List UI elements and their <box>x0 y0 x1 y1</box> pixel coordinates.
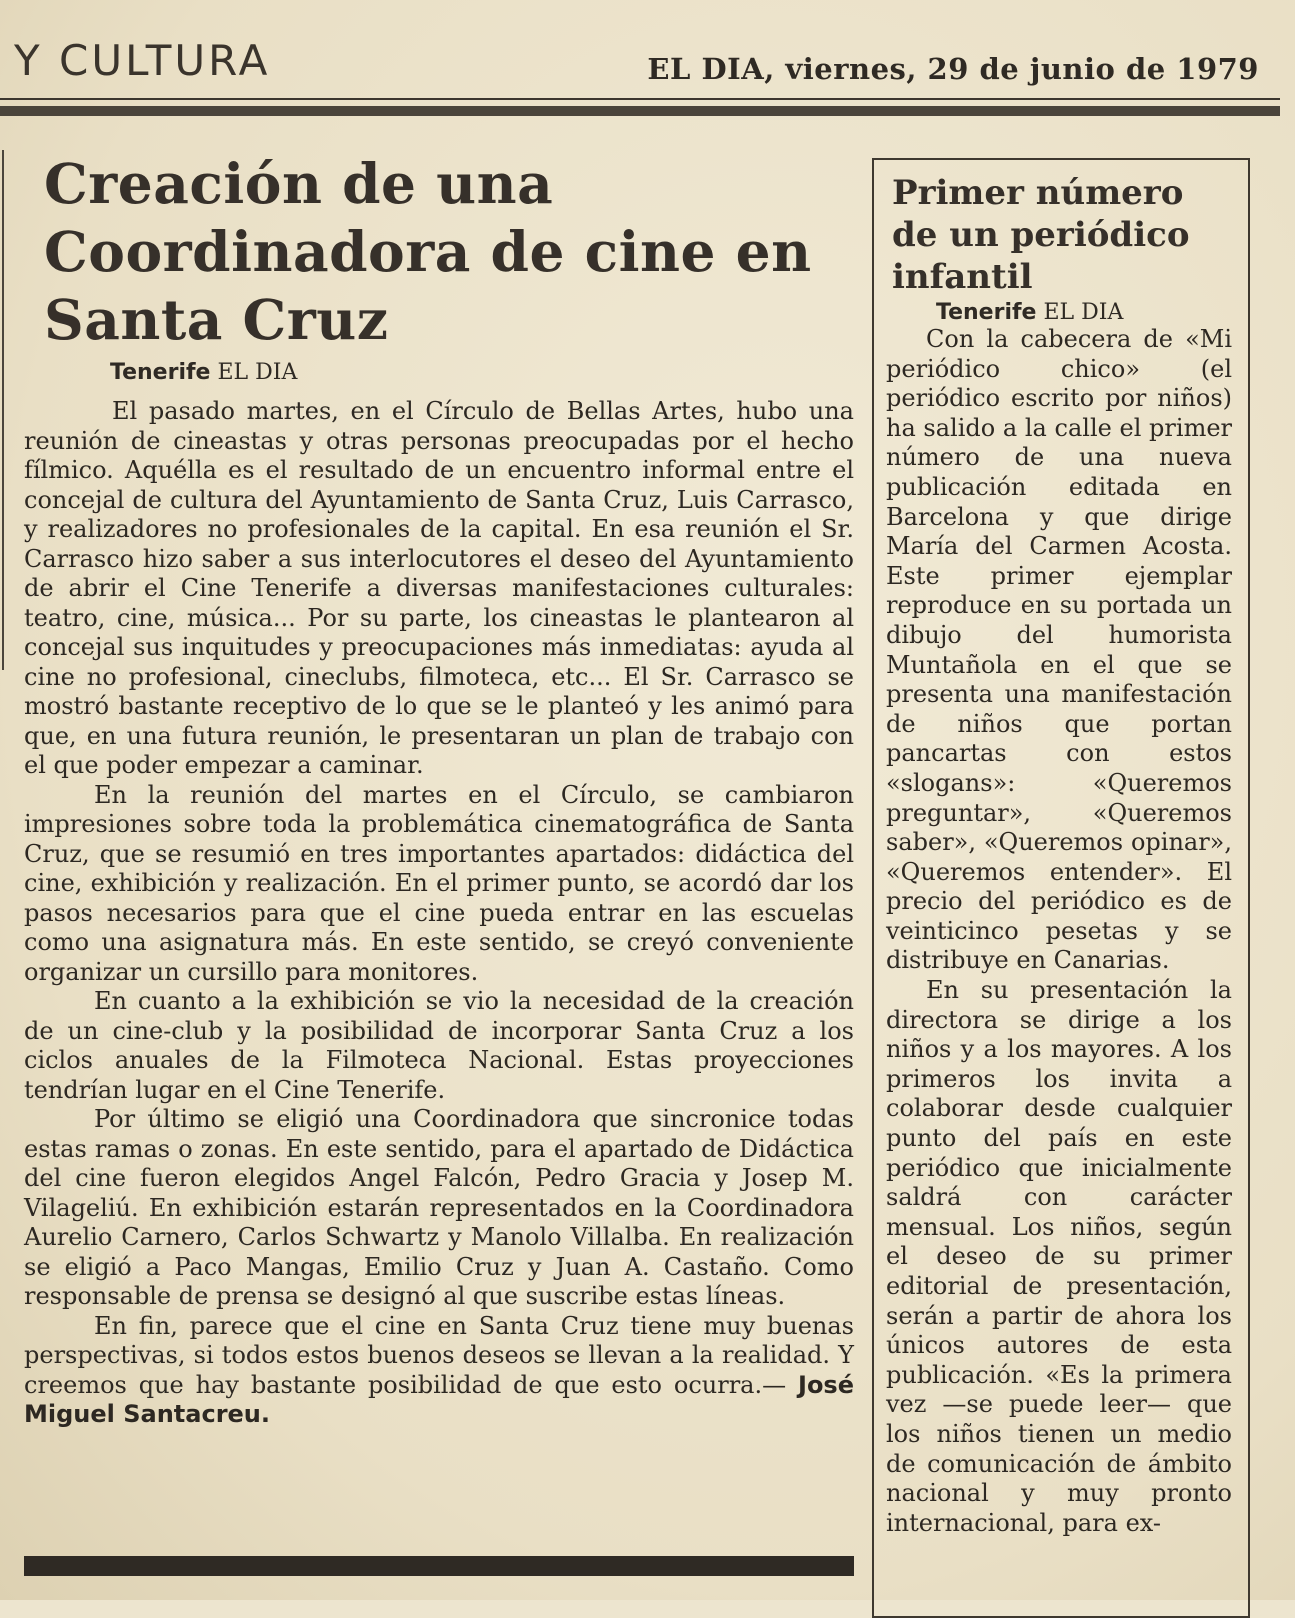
sidebar-paragraph: Con la cabecera de «Mi periódico chico» (el periódico escrito por niños) ha salido a la calle el primer número de una nueva publicación editada en Barcelona y que dirige María del Carmen Acosta. Este primer ejemplar reproduce en su portada un dibujo del humorista Muntañola en el que se presenta una manifestación de niños que portan pancartas con estos «slogans»: «Queremos preguntar», «Queremos saber», «Queremos opinar», «Queremos entender». El precio del periódico es de veinticinco pesetas y se distribuye en Canarias. <box>886 325 1232 975</box>
sidebar-headline: Primer número de un periódico infantil <box>892 173 1190 297</box>
dateline: EL DIA, viernes, 29 de junio de 1979 <box>647 52 1259 86</box>
column-edge-rule <box>2 150 4 670</box>
bottom-rule <box>24 1556 854 1576</box>
closing-text: En fin, parece que el cine en Santa Cruz tiene muy buenas perspectivas, si todos estos buenos deseos se llevan a la realidad. Y creemos que hay bastante posibilidad de que esto ocurra.— <box>24 1311 854 1399</box>
section-title: Y CULTURA <box>14 36 271 85</box>
byline-paper: EL DIA <box>217 360 298 385</box>
closing-paragraph <box>24 1312 854 1430</box>
byline-place: Tenerife <box>110 360 211 385</box>
main-byline <box>110 360 854 385</box>
sidebar-article <box>872 158 1250 1618</box>
main-headline: Creación de una Coordinadora de cine en Santa Cruz <box>44 151 812 352</box>
sidebar-body <box>886 325 1232 1538</box>
sidebar-paragraph: En su presentación la directora se dirige a los niños y a los mayores. A los primeros los invita a colaborar desde cualquier punto del país en este periódico que inicialmente saldrá con carácter mensual. Los niños, según el deseo de su primer editorial de presentación, serán a partir de ahora los únicos autores de esta publicación. «Es la primera vez —se puede leer— que los niños tienen un medio de comunicación de ámbito nacional y muy pronto internacional, para ex- <box>886 976 1232 1537</box>
sidebar-byline-place: Tenerife <box>936 300 1037 325</box>
header-rule-thick <box>0 106 1280 116</box>
paragraph: Por último se eligió una Coordinadora que sincronice todas estas ramas o zonas. En este sentido, para el apartado de Didáctica del cine fueron elegidos Angel Falcón, Pedro Gracia y Josep M. Vilageliú. En exhibición estarán representados en la Coordinadora Aurelio Carnero, Carlos Schwartz y Manolo Villalba. En realización se eligió a Paco Mangas, Emilio Cruz y Juan A. Castaño. Como responsable de prensa se designó al que suscribe estas líneas. <box>24 1105 854 1310</box>
paragraph: El pasado martes, en el Círculo de Bellas Artes, hubo una reunión de cineastas y otras personas preocupadas por el hecho fílmico. Aquélla es el resultado de un encuentro informal entre el concejal de cultura del Ayuntamiento de Santa Cruz, Luis Carrasco, y realizadores no profesionales de la capital. En esa reunión el Sr. Carrasco hizo saber a sus interlocutores el deseo del Ayuntamiento de abrir el Cine Tenerife a diversas manifestaciones culturales: teatro, cine, música... Por su parte, los cineastas le plantearon al concejal sus inquitudes y preocupaciones más inmediatas: ayuda al cine no profesional, cineclubs, filmoteca, etc... El Sr. Carrasco se mostró bastante receptivo de lo que se le planteó y les animó para que, en una futura reunión, le presentaran un plan de trabajo con el que poder empezar a caminar. <box>24 397 854 779</box>
author-signature: José Miguel Santacreu. <box>24 1370 854 1428</box>
main-article <box>24 150 854 1430</box>
paragraph: En cuanto a la exhibición se vio la necesidad de la creación de un cine-club y la posibilidad de incorporar Santa Cruz a los ciclos anuales de la Filmoteca Nacional. Estas proyecciones tendrían lugar en el Cine Tenerife. <box>24 987 854 1104</box>
sidebar-byline-paper: EL DIA <box>1043 300 1124 325</box>
main-body <box>24 397 854 1430</box>
sidebar-byline <box>936 300 1232 325</box>
paragraph: En la reunión del martes en el Círculo, se cambiaron impresiones sobre toda la problemática cinematográfica de Santa Cruz, que se resumió en tres importantes apartados: didáctica del cine, exhibición y realización. En el primer punto, se acordó dar los pasos necesarios para que el cine pueda entrar en las escuelas como una asignatura más. En este sentido, se creyó conveniente organizar un cursillo para monitores. <box>24 780 854 986</box>
header-rule-thin <box>0 98 1280 100</box>
